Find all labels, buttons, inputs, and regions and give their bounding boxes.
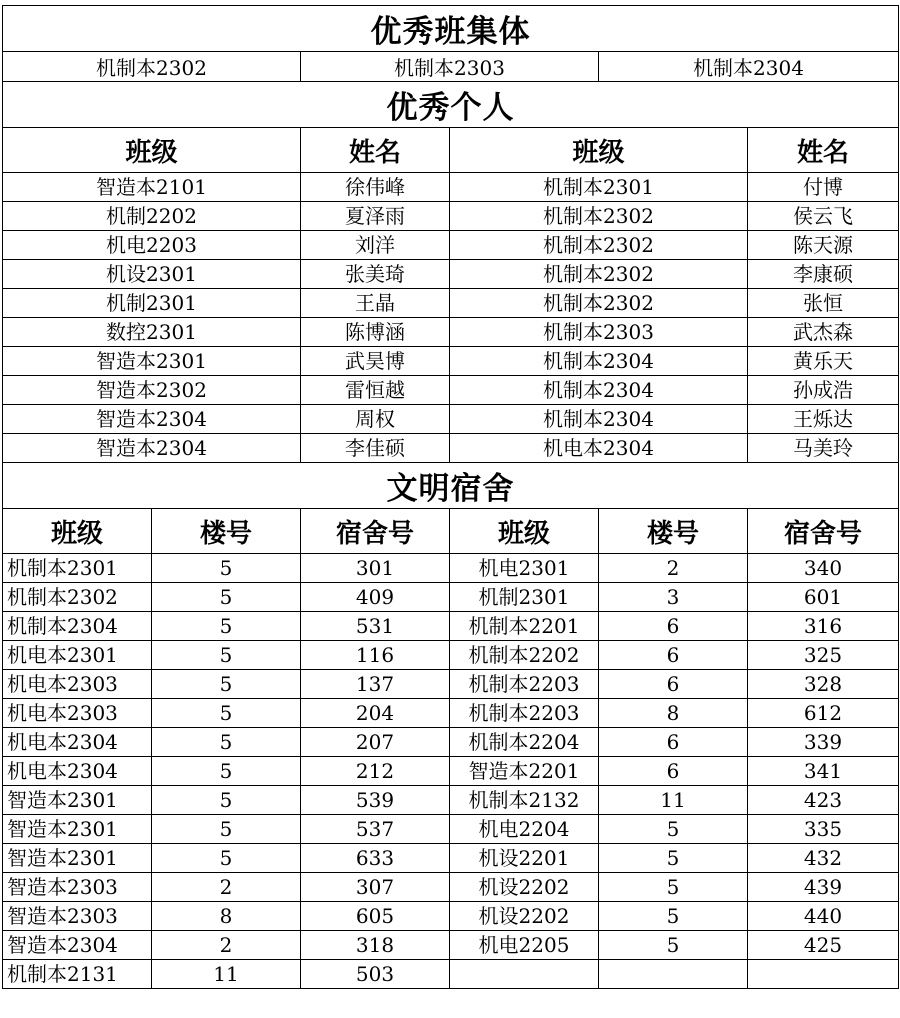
dorm-header-building: 楼号: [599, 509, 748, 554]
individual-name-cell: 王烁达: [748, 405, 899, 434]
dorm-class-cell: 智造本2201: [450, 757, 599, 786]
dorm-building-cell: 5: [152, 786, 301, 815]
dorm-class-cell: [450, 960, 599, 989]
dorm-row: [3, 612, 899, 641]
dorm-room-cell: 503: [301, 960, 450, 989]
dorm-row: [3, 757, 899, 786]
dorm-class-cell: 机电本2304: [3, 757, 152, 786]
dorm-building-cell: 3: [599, 583, 748, 612]
dorm-class-cell: 机制本2131: [3, 960, 152, 989]
individual-class-cell: 机设2301: [3, 260, 301, 289]
dorm-building-cell: 5: [152, 670, 301, 699]
dorm-building-cell: 5: [599, 844, 748, 873]
dorm-building-cell: 2: [599, 554, 748, 583]
individual-class-cell: 机制本2304: [450, 347, 748, 376]
dorm-building-cell: 5: [599, 931, 748, 960]
individual-name-cell: 夏泽雨: [301, 202, 450, 231]
individual-name-cell: 陈天源: [748, 231, 899, 260]
dorm-class-cell: 智造本2301: [3, 815, 152, 844]
individuals-header-class-right: 班级: [450, 128, 748, 173]
individual-name-cell: 张美琦: [301, 260, 450, 289]
award-sheet: [2, 5, 898, 1016]
dorm-header-class: 班级: [3, 509, 152, 554]
dorm-class-cell: 机电2205: [450, 931, 599, 960]
dorm-class-cell: 机制本2203: [450, 670, 599, 699]
dorm-room-cell: 409: [301, 583, 450, 612]
dorm-building-cell: 5: [152, 844, 301, 873]
individual-class-cell: 智造本2301: [3, 347, 301, 376]
dorm-row: [3, 554, 899, 583]
dorm-row: [3, 583, 899, 612]
dorm-building-cell: 2: [152, 931, 301, 960]
dorm-room-cell: 204: [301, 699, 450, 728]
individual-row: [3, 376, 899, 405]
individual-name-cell: 徐伟峰: [301, 173, 450, 202]
dorm-header-building: 楼号: [152, 509, 301, 554]
excellent-individuals-title: 优秀个人: [3, 82, 899, 128]
dorm-building-cell: 5: [152, 641, 301, 670]
dorm-room-cell: 339: [748, 728, 899, 757]
individual-name-cell: 黄乐天: [748, 347, 899, 376]
dorm-room-cell: 137: [301, 670, 450, 699]
individuals-header-name-right: 姓名: [748, 128, 899, 173]
individual-class-cell: 机制本2302: [450, 289, 748, 318]
dorm-building-cell: 8: [152, 902, 301, 931]
dorm-room-cell: 537: [301, 815, 450, 844]
individual-row: [3, 434, 899, 463]
dorm-class-cell: 机制本2302: [3, 583, 152, 612]
award-table: [2, 5, 899, 989]
dorm-class-cell: 智造本2303: [3, 902, 152, 931]
dorm-row: [3, 670, 899, 699]
individuals-header-class-left: 班级: [3, 128, 301, 173]
individual-name-cell: 马美玲: [748, 434, 899, 463]
individual-class-cell: 机制本2301: [450, 173, 748, 202]
individual-name-cell: 李康硕: [748, 260, 899, 289]
dorm-room-cell: 439: [748, 873, 899, 902]
dorm-building-cell: 5: [152, 815, 301, 844]
individual-name-cell: 武昊博: [301, 347, 450, 376]
dorm-row: [3, 728, 899, 757]
individual-name-cell: 武杰森: [748, 318, 899, 347]
dorm-room-cell: 318: [301, 931, 450, 960]
dorm-room-cell: 340: [748, 554, 899, 583]
civilized-dorms-title: 文明宿舍: [3, 463, 899, 509]
dorm-room-cell: 328: [748, 670, 899, 699]
individuals-header-name-left: 姓名: [301, 128, 450, 173]
dorm-room-cell: 301: [301, 554, 450, 583]
dorm-building-cell: 5: [152, 699, 301, 728]
dorm-class-cell: 机设2202: [450, 902, 599, 931]
dorm-building-cell: 5: [599, 902, 748, 931]
dorm-header-room: 宿舍号: [301, 509, 450, 554]
dorm-building-cell: 5: [152, 612, 301, 641]
individual-class-cell: 机制本2302: [450, 202, 748, 231]
dorm-row: [3, 815, 899, 844]
dorm-class-cell: 智造本2301: [3, 786, 152, 815]
individual-row: [3, 260, 899, 289]
dorm-row: [3, 699, 899, 728]
individual-class-cell: 机制本2304: [450, 376, 748, 405]
dorm-row: [3, 641, 899, 670]
dorm-class-cell: 机制本2301: [3, 554, 152, 583]
individual-class-cell: 智造本2302: [3, 376, 301, 405]
dorm-building-cell: 6: [599, 612, 748, 641]
dorm-room-cell: 341: [748, 757, 899, 786]
dorm-building-cell: [599, 960, 748, 989]
dorm-row: [3, 902, 899, 931]
dorm-room-cell: 633: [301, 844, 450, 873]
excellent-class-cell: 机制本2302: [3, 52, 301, 82]
dorm-class-cell: 机电本2303: [3, 670, 152, 699]
individual-class-cell: 机制本2304: [450, 405, 748, 434]
dorm-building-cell: 5: [152, 583, 301, 612]
individual-name-cell: 李佳硕: [301, 434, 450, 463]
individual-class-cell: 机电本2304: [450, 434, 748, 463]
dorm-class-cell: 机制2301: [450, 583, 599, 612]
dorm-row: [3, 873, 899, 902]
dorm-building-cell: 5: [599, 873, 748, 902]
dorm-class-cell: 机制本2202: [450, 641, 599, 670]
dorm-class-cell: 机设2202: [450, 873, 599, 902]
individual-name-cell: 付博: [748, 173, 899, 202]
dorm-header-room: 宿舍号: [748, 509, 899, 554]
dorm-class-cell: 机电本2301: [3, 641, 152, 670]
excellent-classes-title: 优秀班集体: [3, 6, 899, 52]
individual-class-cell: 数控2301: [3, 318, 301, 347]
dorm-building-cell: 6: [599, 641, 748, 670]
dorm-room-cell: 539: [301, 786, 450, 815]
dorm-building-cell: 8: [599, 699, 748, 728]
individual-class-cell: 机制本2303: [450, 318, 748, 347]
dorm-row: [3, 844, 899, 873]
dorm-room-cell: 440: [748, 902, 899, 931]
dorm-room-cell: 316: [748, 612, 899, 641]
individual-name-cell: 孙成浩: [748, 376, 899, 405]
dorm-room-cell: 212: [301, 757, 450, 786]
individual-name-cell: 陈博涵: [301, 318, 450, 347]
dorm-class-cell: 机制本2132: [450, 786, 599, 815]
dorm-building-cell: 11: [152, 960, 301, 989]
dorm-room-cell: 432: [748, 844, 899, 873]
dorm-building-cell: 5: [152, 757, 301, 786]
dorm-room-cell: 601: [748, 583, 899, 612]
excellent-class-cell: 机制本2304: [599, 52, 899, 82]
dorm-building-cell: 6: [599, 757, 748, 786]
dorm-room-cell: 423: [748, 786, 899, 815]
dorm-building-cell: 11: [599, 786, 748, 815]
dorm-class-cell: 机制本2304: [3, 612, 152, 641]
dorm-class-cell: 智造本2301: [3, 844, 152, 873]
individual-name-cell: 侯云飞: [748, 202, 899, 231]
dorm-room-cell: 425: [748, 931, 899, 960]
dorm-building-cell: 5: [599, 815, 748, 844]
dorm-building-cell: 6: [599, 728, 748, 757]
individual-row: [3, 405, 899, 434]
dorm-header-class: 班级: [450, 509, 599, 554]
dorm-room-cell: [748, 960, 899, 989]
dorm-class-cell: 机电2204: [450, 815, 599, 844]
dorm-room-cell: 605: [301, 902, 450, 931]
individual-class-cell: 机电2203: [3, 231, 301, 260]
individual-name-cell: 王晶: [301, 289, 450, 318]
dorm-class-cell: 机电2301: [450, 554, 599, 583]
dorm-room-cell: 335: [748, 815, 899, 844]
individual-name-cell: 周权: [301, 405, 450, 434]
individual-name-cell: 张恒: [748, 289, 899, 318]
dorm-room-cell: 325: [748, 641, 899, 670]
dorm-building-cell: 2: [152, 873, 301, 902]
individual-class-cell: 机制本2302: [450, 260, 748, 289]
dorm-room-cell: 116: [301, 641, 450, 670]
individual-row: [3, 231, 899, 260]
dorm-building-cell: 5: [152, 728, 301, 757]
individual-row: [3, 318, 899, 347]
individual-row: [3, 202, 899, 231]
dorm-room-cell: 612: [748, 699, 899, 728]
dorm-row: [3, 931, 899, 960]
dorm-row: [3, 786, 899, 815]
dorm-class-cell: 智造本2303: [3, 873, 152, 902]
individual-row: [3, 347, 899, 376]
dorm-room-cell: 207: [301, 728, 450, 757]
dorm-class-cell: 机设2201: [450, 844, 599, 873]
dorm-class-cell: 机制本2201: [450, 612, 599, 641]
dorm-class-cell: 智造本2304: [3, 931, 152, 960]
individual-name-cell: 雷恒越: [301, 376, 450, 405]
individual-class-cell: 智造本2304: [3, 405, 301, 434]
dorm-building-cell: 5: [152, 554, 301, 583]
individual-class-cell: 智造本2101: [3, 173, 301, 202]
dorm-row: [3, 960, 899, 989]
individual-row: [3, 173, 899, 202]
dorm-class-cell: 机电本2304: [3, 728, 152, 757]
dorm-room-cell: 531: [301, 612, 450, 641]
dorm-class-cell: 机制本2203: [450, 699, 599, 728]
individual-name-cell: 刘洋: [301, 231, 450, 260]
dorm-room-cell: 307: [301, 873, 450, 902]
individual-class-cell: 机制2301: [3, 289, 301, 318]
individual-class-cell: 机制2202: [3, 202, 301, 231]
dorm-class-cell: 机电本2303: [3, 699, 152, 728]
dorm-building-cell: 6: [599, 670, 748, 699]
individual-class-cell: 智造本2304: [3, 434, 301, 463]
dorm-class-cell: 机制本2204: [450, 728, 599, 757]
individual-row: [3, 289, 899, 318]
excellent-class-cell: 机制本2303: [301, 52, 599, 82]
individual-class-cell: 机制本2302: [450, 231, 748, 260]
